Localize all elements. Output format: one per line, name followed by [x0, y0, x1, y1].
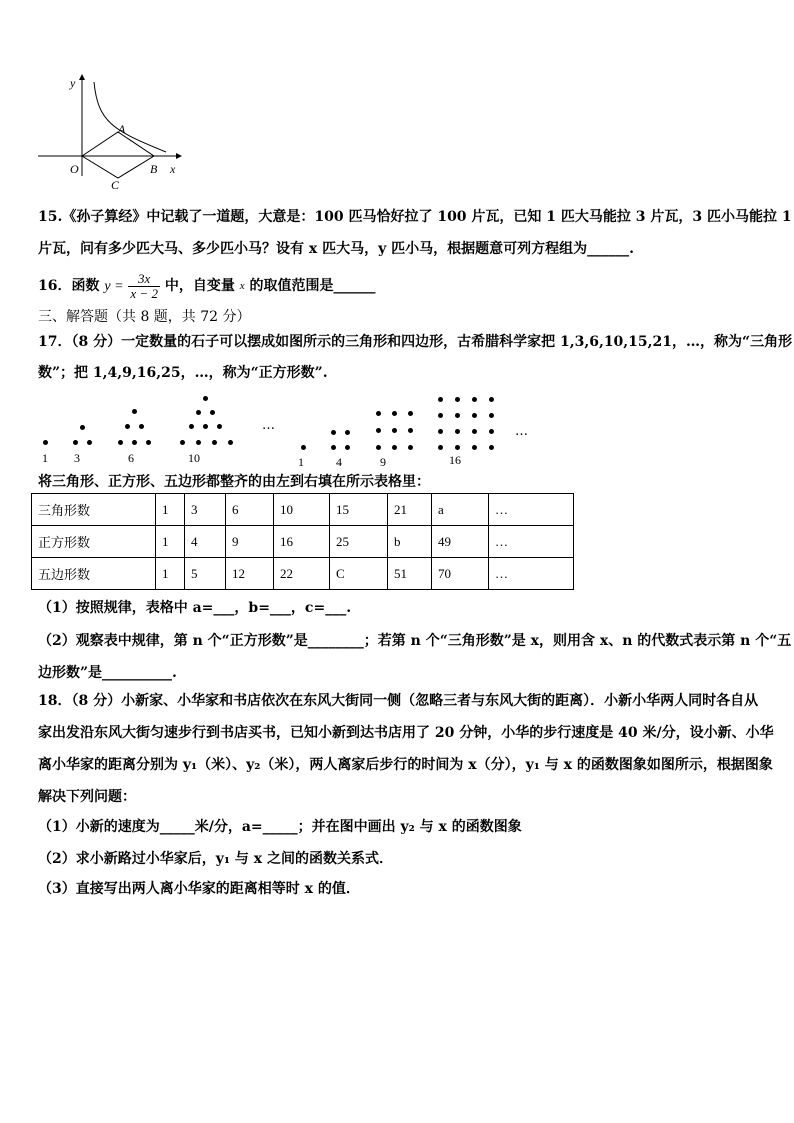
q15-line1: 15.《孙子算经》中记载了一道题，大意是：100 匹马恰好拉了 100 片瓦，已知 1 匹大马能拉 3 片瓦，3 匹小马能拉 1 — [38, 209, 792, 225]
table-cell: 15 — [330, 494, 388, 526]
table-cell: 五边形数 — [32, 558, 156, 590]
table-row — [32, 526, 574, 558]
tri-label-1: 1 — [42, 451, 48, 465]
sq-label-9: 9 — [380, 455, 386, 469]
tri-label-3: 3 — [74, 451, 80, 465]
table-cell: b — [388, 526, 432, 558]
table-cell: 1 — [156, 526, 185, 558]
q17-sub2-line1: （2）观察表中规律，第 n 个“正方形数”是________；若第 n 个“三角形数”是 x，则用含 x、n 的代数式表示第 n 个“五 — [38, 633, 792, 649]
table-cell: … — [489, 494, 574, 526]
origin-label: O — [70, 162, 79, 176]
table-cell: 4 — [185, 526, 226, 558]
q17-sub2-line2: 边形数”是__________. — [38, 665, 177, 681]
q16-middle: 中，自变量 — [164, 278, 235, 294]
hyperbola-figure — [36, 72, 186, 182]
q17-table-intro: 将三角形、正方形、五边形都整齐的由左到右填在所示表格里： — [38, 474, 430, 490]
q16-suffix: 的取值范围是______ — [249, 278, 376, 294]
q18-sub1: （1）小新的速度为_____米/分，a=_____；并在图中画出 y₂ 与 x 的函数图象 — [38, 819, 522, 835]
table-cell: 6 — [226, 494, 274, 526]
table-cell: 9 — [226, 526, 274, 558]
table-row — [32, 558, 574, 590]
table-cell: 51 — [388, 558, 432, 590]
q18-line2: 家出发沿东风大街匀速步行到书店买书，已知小新到达书店用了 20 分钟，小华的步行速度是 40 米/分，设小新、小华 — [38, 725, 774, 741]
table-cell: 10 — [274, 494, 330, 526]
table-cell: … — [489, 558, 574, 590]
q18-sub3: （3）直接写出两人离小华家的距离相等时 x 的值． — [38, 881, 360, 897]
section-heading: 三、解答题（共 8 题，共 72 分） — [38, 309, 251, 325]
point-c-label: C — [111, 178, 120, 192]
sq-ellipsis: … — [515, 424, 528, 439]
q17-line1: 17．（8 分）一定数量的石子可以摆成如图所示的三角形和四边形，古希腊科学家把 1,3,6,10,15,21，…，称为“三角形 — [38, 334, 793, 350]
q16-var: x — [239, 280, 245, 292]
q16-prefix: 16．函数 — [38, 278, 100, 294]
q18-line3: 离小华家的距离分别为 y₁（米）、y₂（米），两人离家后步行的时间为 x（分），y₁ 与 x 的函数图象如图所示，根据图象 — [38, 757, 773, 773]
table-cell: 49 — [432, 526, 489, 558]
q18-line1: 18．（8 分）小新家、小华家和书店依次在东风大街同一侧（忽略三者与东风大街的距离）．小新小华两人同时各自从 — [38, 693, 759, 709]
table-cell: 70 — [432, 558, 489, 590]
sq-label-4: 4 — [336, 455, 342, 469]
point-a-label: A — [118, 122, 126, 136]
table-cell: 22 — [274, 558, 330, 590]
q16-fraction — [128, 272, 160, 301]
table-cell: 16 — [274, 526, 330, 558]
table-cell: 21 — [388, 494, 432, 526]
table-cell: 三角形数 — [32, 494, 156, 526]
axis-x-label: x — [170, 162, 176, 176]
point-b-label: B — [150, 162, 158, 176]
q16-denominator: x − 2 — [130, 285, 158, 301]
table-cell: 5 — [185, 558, 226, 590]
q18-line4: 解决下列问题： — [38, 789, 136, 805]
table-cell: 1 — [156, 558, 185, 590]
q17-sub1: （1）按照规律，表格中 a=___，b=___，c=___. — [38, 600, 352, 616]
table-cell: 3 — [185, 494, 226, 526]
tri-ellipsis: … — [262, 418, 275, 433]
q17-line2: 数”；把 1,4,9,16,25，…，称为“正方形数”. — [38, 365, 328, 381]
table-cell: 1 — [156, 494, 185, 526]
tri-label-10: 10 — [188, 451, 200, 465]
tri-label-6: 6 — [128, 451, 134, 465]
table-cell: 正方形数 — [32, 526, 156, 558]
q15-line2: 片瓦，问有多少匹大马、多少匹小马？设有 x 匹大马，y 匹小马，根据题意可列方程组为______. — [38, 241, 634, 257]
table-cell: … — [489, 526, 574, 558]
table-cell: C — [330, 558, 388, 590]
sq-label-16: 16 — [449, 453, 461, 467]
polygon-number-table — [31, 493, 574, 590]
table-cell: a — [432, 494, 489, 526]
q16-numerator: 3x — [128, 272, 160, 287]
q16-func: y = — [104, 279, 124, 294]
q16-line — [38, 268, 375, 305]
sq-label-1: 1 — [298, 455, 304, 469]
q18-sub2: （2）求小新路过小华家后，y₁ 与 x 之间的函数关系式． — [38, 851, 393, 867]
axis-y-label: y — [70, 76, 76, 90]
table-cell: 12 — [226, 558, 274, 590]
table-cell: 25 — [330, 526, 388, 558]
table-row — [32, 494, 574, 526]
